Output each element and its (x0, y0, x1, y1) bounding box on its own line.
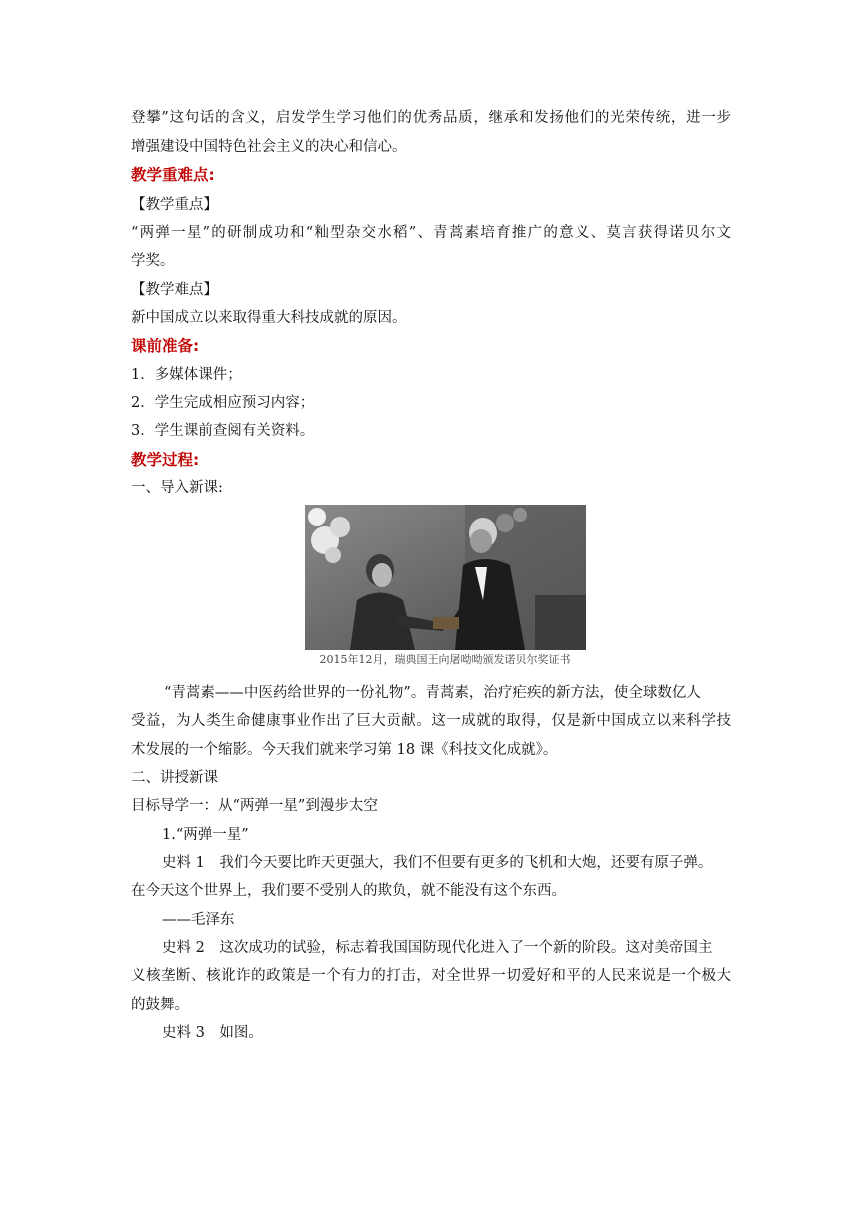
intro-para-line-1: “青蒿素——中医药给世界的一份礼物”。青蒿素，治疗疟疾的新方法，使全球数亿人 (164, 685, 701, 701)
intro-line-2: 增强建设中国特色社会主义的决心和信心。 (131, 139, 407, 155)
intro-line-1: 登攀”这句话的含义，启发学生学习他们的优秀品质，继承和发扬他们的光荣传统，进一步 (131, 110, 731, 126)
heading-preparation: 课前准备: (131, 337, 200, 355)
source-1-line-2: 在今天这个世界上，我们要不受别人的欺负，就不能没有这个东西。 (131, 883, 566, 899)
goal-1: 目标导学一：从“两弹一星”到漫步太空 (131, 798, 378, 814)
heading-process: 教学过程: (131, 451, 200, 469)
difficult-label: 【教学难点】 (131, 282, 218, 298)
source-2-line-3: 的鼓舞。 (131, 997, 189, 1013)
source-3: 史料 3 如图。 (162, 1025, 263, 1041)
intro-para-line-3: 术发展的一个缩影。今天我们就来学习第 18 课《科技文化成就》。 (131, 742, 558, 758)
source-1-line-1: 史料 1 我们今天要比昨天更强大，我们不但要有更多的飞机和大炮，还要有原子弹。 (162, 855, 713, 871)
key-text-line-2: 学奖。 (131, 253, 175, 269)
preparation-item-3: 3．学生课前查阅有关资料。 (131, 423, 315, 439)
source-1-attribution: ——毛泽东 (162, 912, 235, 928)
difficult-text: 新中国成立以来取得重大科技成就的原因。 (131, 310, 407, 326)
intro-para-line-2: 受益，为人类生命健康事业作出了巨大贡献。这一成就的取得，仅是新中国成立以来科学技 (131, 713, 731, 729)
source-2-line-1: 史料 2 这次成功的试验，标志着我国国防现代化进入了一个新的阶段。这对美帝国主 (162, 940, 713, 956)
heading-key-difficult: 教学重难点: (131, 166, 215, 184)
preparation-item-1: 1．多媒体课件； (131, 367, 242, 383)
section-teach-new-lesson: 二、讲授新课 (131, 770, 218, 786)
subsection-1: 1.“两弹一星” (162, 827, 249, 843)
nobel-award-photo (305, 505, 586, 650)
key-text-line-1: “两弹一星”的研制成功和“籼型杂交水稻”、青蒿素培育推广的意义、莫言获得诺贝尔文 (131, 225, 731, 241)
source-2-line-2: 义核垄断、核讹诈的政策是一个有力的打击，对全世界一切爱好和平的人民来说是一个极大 (131, 968, 731, 984)
preparation-item-2: 2．学生完成相应预习内容； (131, 395, 315, 411)
key-label: 【教学重点】 (131, 197, 218, 213)
photo-caption: 2015年12月，瑞典国王向屠呦呦颁发诺贝尔奖证书 (319, 653, 571, 666)
photo-illustration (305, 505, 586, 650)
section-intro-new-lesson: 一、导入新课: (131, 480, 223, 496)
